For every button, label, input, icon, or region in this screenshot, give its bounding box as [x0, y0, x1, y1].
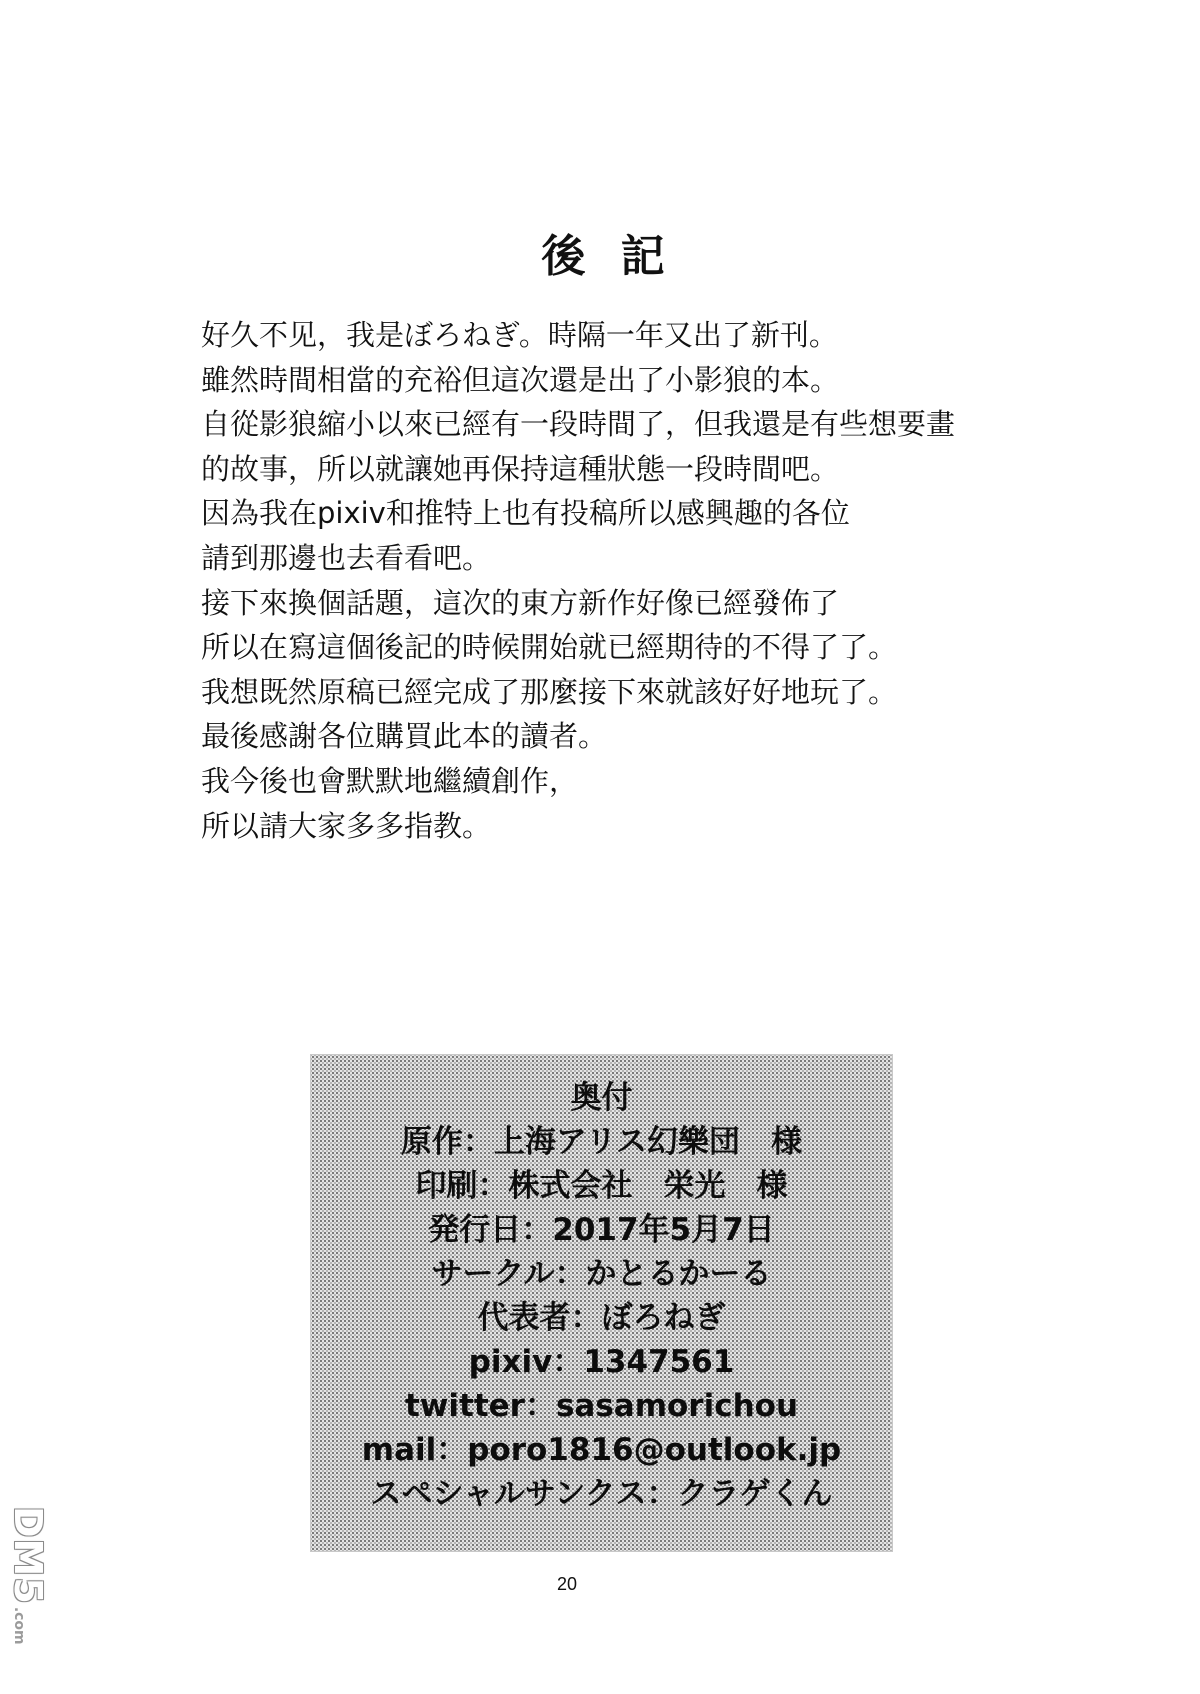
watermark-text: DM5 — [6, 1506, 50, 1605]
colophon-line: twitter：sasamorichou — [404, 1388, 799, 1424]
afterword-line: 自從影狼縮小以來已經有一段時間了，但我還是有些想要畫 — [201, 407, 956, 442]
afterword-title: 後 記 — [541, 231, 675, 282]
watermark-suffix: .com — [11, 1606, 27, 1645]
afterword-line: 好久不见，我是ぼろねぎ。時隔一年又出了新刊。 — [201, 318, 838, 352]
colophon-box — [310, 1054, 893, 1552]
afterword-line: 所以請大家多多指教。 — [201, 808, 492, 843]
colophon-line: 印刷：株式会社 栄光 様 — [415, 1168, 788, 1204]
afterword-line: 接下來換個話題，這次的東方新作好像已經發佈了 — [201, 585, 840, 620]
colophon-line: pixiv：1347561 — [468, 1344, 735, 1380]
afterword-line: 雖然時間相當的充裕但這次還是出了小影狼的本。 — [201, 362, 840, 397]
afterword-text — [201, 313, 1001, 848]
colophon-heading: 奥付 — [570, 1080, 633, 1116]
colophon-line: 代表者：ぼろねぎ — [477, 1300, 726, 1336]
page-number: 20 — [556, 1574, 578, 1594]
afterword-line: 我今後也會默默地繼續創作， — [201, 763, 579, 798]
afterword-line: 請到那邊也去看看吧。 — [201, 540, 492, 575]
colophon-line: 発行日：2017年5月7日 — [428, 1212, 775, 1248]
watermark-logo — [6, 1506, 50, 1645]
afterword-line: 我想既然原稿已經完成了那麼接下來就該好好地玩了。 — [201, 674, 898, 709]
colophon-line: スペシャルサンクス：クラゲくん — [370, 1476, 833, 1512]
afterword-line: 因為我在pixiv和推特上也有投稿所以感興趣的各位 — [201, 496, 850, 531]
afterword-line: 最後感謝各位購買此本的讀者。 — [201, 719, 608, 754]
afterword-line: 所以在寫這個後記的時候開始就已經期待的不得了了。 — [201, 630, 898, 665]
afterword-line: 的故事，所以就讓她再保持這種狀態一段時間吧。 — [201, 451, 840, 486]
colophon-line: mail：poro1816@outlook.jp — [361, 1432, 842, 1468]
colophon-line: 原作：上海アリス幻樂団 様 — [400, 1124, 803, 1160]
colophon-line: サークル：かとるかーる — [431, 1256, 772, 1292]
